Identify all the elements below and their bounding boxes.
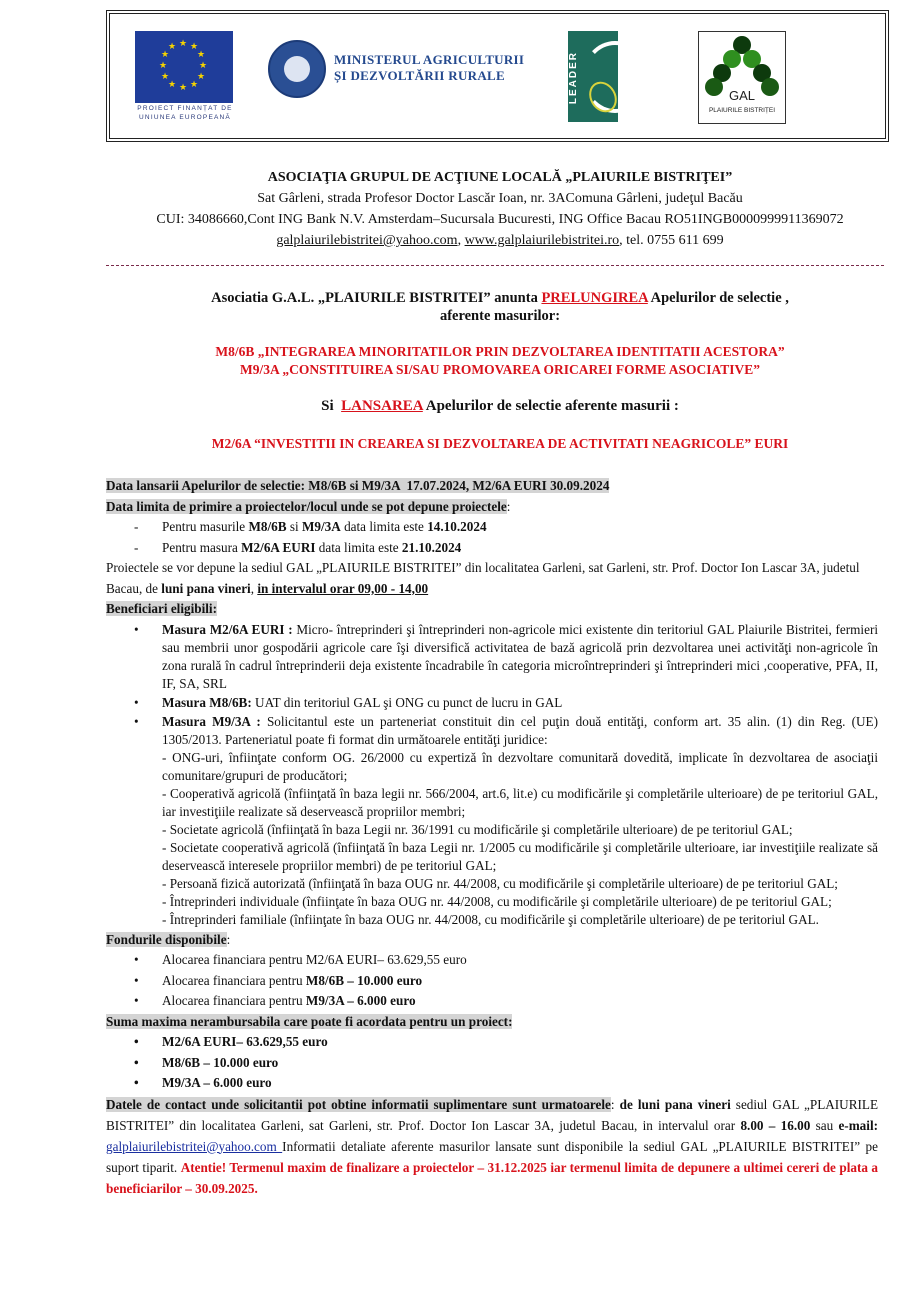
deadline-item: [134, 517, 878, 538]
launch-heading: [100, 398, 900, 415]
fund-text: Alocarea financiara pentru M2/6A EURI– 63.629,55 euro: [162, 952, 467, 967]
star-icon: ★: [179, 38, 188, 48]
org-header: [100, 167, 900, 251]
star-icon: ★: [190, 79, 199, 89]
location-hours: in intervalul orar 09,00 - 14,00: [257, 580, 429, 596]
measure-code: M8/6B: [248, 519, 287, 534]
beneficiary-text: UAT din teritoriul GAL şi ONG cu punct de lucru in GAL: [251, 694, 563, 710]
beneficiary-item: [134, 621, 878, 693]
max-amount-heading: [106, 1012, 878, 1033]
star-icon: ★: [197, 49, 206, 59]
header-divider: [106, 265, 884, 266]
max-amount-list: [106, 1032, 878, 1094]
coat-of-arms-icon: [284, 56, 310, 82]
keyword-extension: PRELUNGIREA: [541, 290, 648, 306]
launch-dates: [106, 476, 878, 497]
colon: :: [506, 498, 511, 514]
funds-heading-text: Fondurile disponibile: [106, 931, 227, 947]
eu-flag-logo: [135, 31, 233, 103]
ministry-name: [334, 52, 524, 84]
entity-item: - ONG-uri, înfiinţate conform OG. 26/2000 cu expertiză în dezvoltare comunitară dovedită, implicate în dezvoltarea de asociaţii comunitare/grupuri de producători;: [162, 749, 878, 783]
entity-item: - Întreprinderi familiale (înfiinţate în baza OUG nr. 44/2008, cu modificările şi completările ulterioare) de pe teritoriul GAL.: [162, 911, 819, 927]
max-amount-text: M8/6B – 10.000 euro: [162, 1054, 279, 1070]
gal-logo: [698, 31, 786, 124]
measure-m9-3a: M9/3A „CONSTITUIREA SI/SAU PROMOVAREA ORICAREI FORME ASOCIATIVE”: [239, 362, 761, 377]
measure-m8-6b: M8/6B „INTEGRAREA MINORITATILOR PRIN DEZVOLTAREA IDENTITATII ACESTORA”: [215, 344, 785, 359]
beneficiary-label: Masura M2/6A EURI :: [162, 621, 293, 637]
announcement-intro: Asociatia G.A.L. „PLAIURILE BISTRITEI” anunta: [211, 290, 542, 306]
beneficiary-label: Masura M9/3A :: [162, 713, 261, 729]
star-icon: ★: [161, 49, 170, 59]
contact-text: Informatii detaliate aferente masurilor lansate sunt disponibile la sediul GAL „PLAIURILE BISTRITEI” pe suport tiparit.: [106, 1138, 879, 1175]
deadline-warning: Atentie! Termenul maxim de finalizare a proiectelor – 31.12.2025 iar termenul limita de depunere a ultimei cereri de plata a beneficiarilor – 30.09.2025.: [106, 1159, 878, 1196]
beneficiaries-heading-text: Beneficiari eligibili:: [106, 601, 217, 616]
star-icon: ★: [168, 41, 177, 51]
launch-rest: Apelurilor de selectie aferente masurii :: [422, 398, 679, 414]
deadline-text: Pentru masurile: [162, 519, 249, 534]
contact-hours: 8.00 – 16.00: [740, 1117, 811, 1133]
org-address: Sat Gârleni, strada Profesor Doctor Lascăr Ioan, nr. 3AComuna Gârleni, judeţul Bacău: [257, 191, 743, 206]
deadline-text: si: [286, 519, 302, 534]
org-title: ASOCIAŢIA GRUPUL DE ACŢIUNE LOCALĂ „PLAIURILE BISTRIŢEI”: [267, 170, 733, 185]
beneficiaries-heading: [106, 599, 878, 620]
max-amount-heading-text: Suma maxima nerambursabila care poate fi acordata pentru un proiect:: [106, 1013, 513, 1029]
beneficiary-label: Masura M8/6B:: [162, 694, 252, 710]
announcement-line2: aferente masurilor:: [439, 308, 561, 324]
contact-days: de luni pana vineri: [619, 1096, 731, 1112]
gal-subtitle: PLAIURILE BISTRIȚEI: [708, 107, 776, 114]
deadline-item: [134, 538, 878, 559]
max-amount-item: [134, 1032, 878, 1053]
contact-text: sediul GAL „PLAIURILE BISTRITEI” din localitatea Garleni, sat Garleni, str. Prof. Doctor Ion Lascar 3A, judetul Bacau, in intervalul orar: [106, 1096, 878, 1133]
government-seal-icon: [268, 40, 326, 98]
announcement-line1: [100, 289, 900, 307]
extended-measures: [100, 343, 900, 379]
colon: :: [610, 1096, 620, 1112]
max-amount-text: M2/6A EURI– 63.629,55 euro: [162, 1034, 328, 1049]
max-amount-text: M9/3A – 6.000 euro: [162, 1075, 272, 1090]
fund-amount: M8/6B – 10.000 euro: [305, 972, 423, 988]
fund-item: [134, 991, 878, 1012]
org-email-link[interactable]: galplaiurilebistritei@yahoo.com: [276, 233, 458, 248]
org-phone: , tel. 0755 611 699: [619, 233, 724, 248]
entity-item: - Societate agricolă (înfiinţată în baza Legii nr. 36/1991 cu modificările şi completările ulterioare) de pe teritoriul GAL;: [162, 821, 793, 837]
beneficiary-item: [134, 713, 878, 929]
measure-code: M2/6A EURI: [241, 539, 316, 555]
gal-label: GAL: [728, 88, 755, 103]
funds-list: [106, 950, 878, 1012]
star-icon: ★: [161, 71, 170, 81]
submission-location: [106, 558, 878, 599]
location-days: luni pana vineri: [161, 580, 251, 596]
launch-prefix: Si: [321, 398, 342, 414]
max-amount-item: [134, 1073, 878, 1094]
max-amount-item: [134, 1053, 878, 1074]
document-body: [106, 476, 878, 1199]
org-website-link[interactable]: www.galplaiurilebistritei.ro: [464, 233, 620, 248]
deadline-list: [106, 517, 878, 558]
leader-logo: [568, 31, 658, 122]
fund-item: [134, 950, 878, 971]
leader-text: LEADER: [568, 51, 579, 105]
email-label: e-mail:: [838, 1117, 878, 1133]
separator: ,: [457, 233, 465, 248]
deadline-text: Pentru masura: [162, 539, 242, 555]
deadline-date: 14.10.2024: [427, 519, 487, 534]
launch-dates-text: Data lansarii Apelurilor de selectie: M8/6B si M9/3A 17.07.2024, M2/6A EURI 30.09.2024: [106, 478, 610, 493]
ministry-line1: MINISTERUL AGRICULTURII: [334, 52, 525, 67]
star-icon: ★: [159, 60, 168, 70]
ministry-line2: ȘI DEZVOLTĂRII RURALE: [334, 68, 505, 83]
deadline-label: Data limita de primire a proiectelor/locul unde se pot depune proiectele: [106, 498, 507, 514]
entity-item: - Societate cooperativă agricolă (înfiinţată în baza Legii nr. 1/2005 cu modificările şi completările ulterioare, iar investiţiile realizate să deservească interesele propriilor membri) de pe teritoriul GAL;: [162, 839, 878, 873]
deadline-date: 21.10.2024: [401, 539, 462, 555]
org-contact-line: [100, 230, 900, 251]
colon: :: [226, 931, 231, 947]
deadline-heading: [106, 497, 878, 518]
measure-code: M9/3A: [301, 519, 341, 534]
star-icon: ★: [168, 79, 177, 89]
beneficiaries-list: [106, 621, 878, 929]
star-icon: ★: [190, 41, 199, 51]
fund-amount: M9/3A – 6.000 euro: [305, 993, 416, 1008]
star-icon: ★: [179, 82, 188, 92]
beneficiary-text: Micro- întreprinderi şi întreprinderi non-agricole mici existente din teritoriul GAL Plaiurile Bistritei, fermieri sau membrii unor gospodării agricole care îşi diversifică activitatea de bază agricolă prin dezvoltarea unei activităţi non-agricole în zona rurală în cadrul întreprinderii deja existente încadrabile în categoria microîntreprinderi şi întreprinderi mici ,cooperative, PFA, II, IF, SA, SRL: [162, 621, 878, 691]
star-icon: ★: [197, 71, 206, 81]
entity-item: - Întreprinderi individuale (înfiinţate în baza OUG nr. 44/2008, cu modificările şi completările ulterioare) de pe teritoriul GAL;: [162, 893, 832, 909]
contact-email-link[interactable]: galplaiurilebistritei@yahoo.com: [106, 1138, 283, 1154]
fund-text: Alocarea financiara pentru: [162, 972, 306, 988]
eu-caption-line1: PROIECT FINANȚAT DE: [137, 105, 233, 112]
fund-item: [134, 971, 878, 992]
announcement-heading: [100, 289, 900, 325]
contact-heading: Datele de contact unde solicitantii pot obtine informatii suplimentare sunt urmatoarele: [106, 1096, 611, 1112]
star-icon: ★: [199, 60, 208, 70]
eu-caption: [133, 104, 237, 122]
deadline-text: data limita este: [340, 519, 428, 534]
contact-text: sau: [810, 1117, 839, 1133]
keyword-launch: LANSAREA: [341, 398, 423, 414]
location-text: Proiectele se vor depune la sediul GAL „PLAIURILE BISTRITEI” din localitatea Garleni, sat Garleni, str. Prof. Doctor Ion Lascar 3A, judetul Bacau, de: [106, 560, 860, 596]
org-bank-details: CUI: 34086660,Cont ING Bank N.V. Amsterdam–Sucursala Bucuresti, ING Office Bacau RO51INGB0000999911369072: [156, 212, 844, 227]
entity-item: - Persoană fizică autorizată (înfiinţată în baza OUG nr. 44/2008, cu modificările şi completările ulterioare) de pe teritoriul GAL;: [162, 875, 838, 891]
beneficiary-text: Solicitantul este un parteneriat constituit din cel puţin două entităţi, conform art. 35 alin. (1) din Reg. (UE) 1305/2013. Parteneriatul poate fi format din următoarele entităţi juridice:: [162, 713, 878, 747]
funds-heading: [106, 930, 878, 951]
entity-item: - Cooperativă agricolă (înfiinţată în baza legii nr. 566/2004, art.6, lit.e) cu modificările şi completările ulterioare) de pe teritoriul GAL, iar investiţiile realizate să deservească propriilor membri;: [162, 785, 878, 819]
eu-caption-line2: UNIUNEA EUROPEANĂ: [139, 114, 231, 121]
separator: ,: [250, 580, 258, 596]
fund-text: Alocarea financiara pentru: [162, 993, 306, 1008]
beneficiary-item: [134, 694, 878, 712]
contact-paragraph: [106, 1094, 878, 1199]
announcement-rest: Apelurilor de selectie ,: [647, 290, 789, 306]
deadline-text: data limita este: [315, 539, 402, 555]
measure-m2-6a: M2/6A “INVESTITII IN CREAREA SI DEZVOLTAREA DE ACTIVITATI NEAGRICOLE” EURI: [211, 436, 789, 451]
